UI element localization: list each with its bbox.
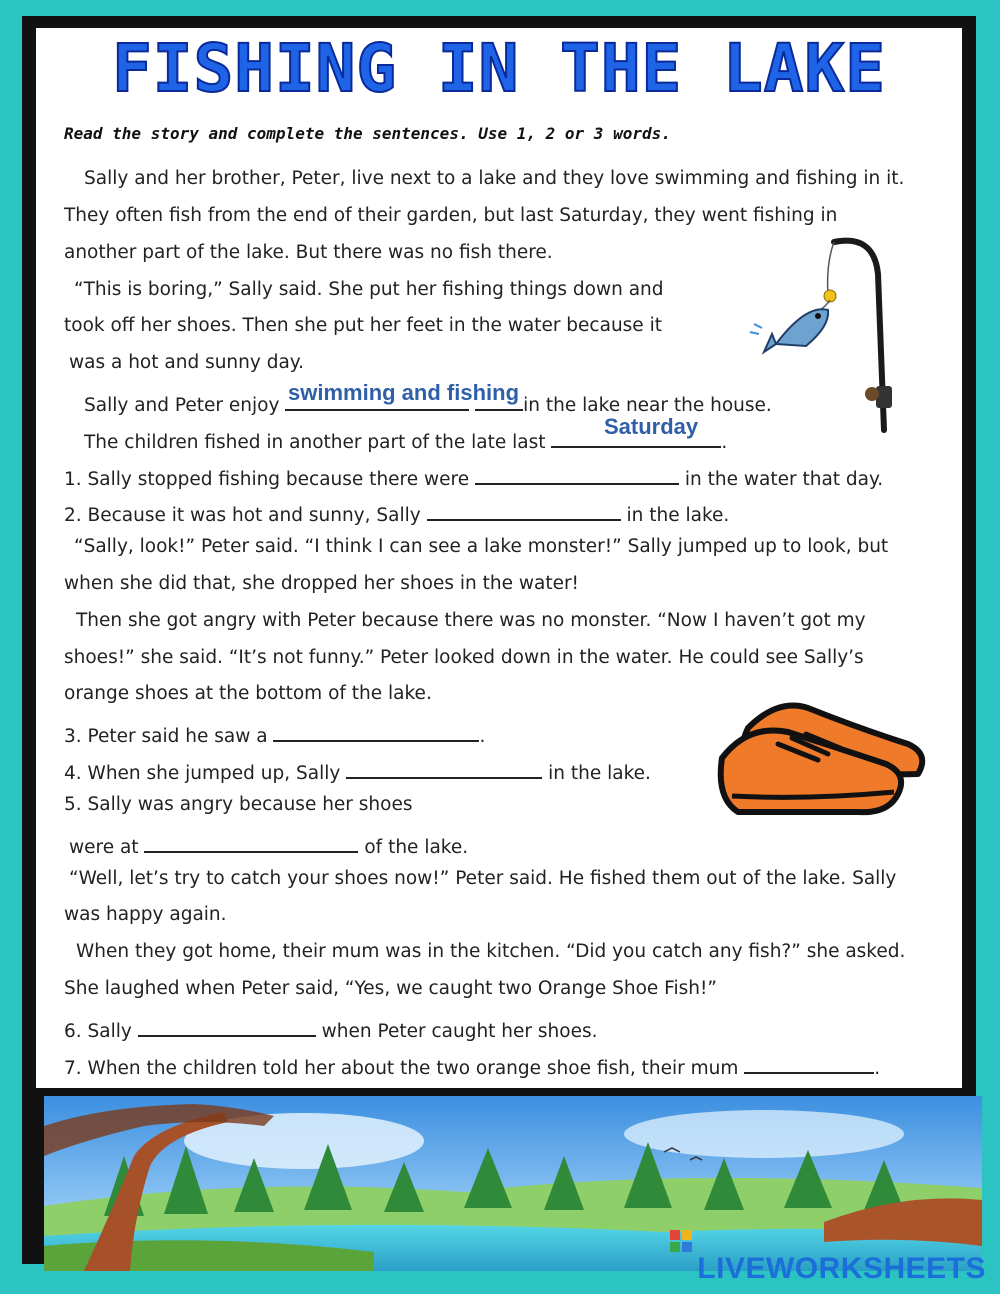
question-5-cont: were at of the lake.: [69, 833, 468, 858]
story-line: another part of the lake. But there was no fish there.: [64, 242, 553, 263]
question-6: 6. Sally when Peter caught her shoes.: [64, 1017, 597, 1042]
answer-input-6[interactable]: [138, 1017, 316, 1037]
story-line: was happy again.: [64, 904, 227, 925]
story-line: shoes!” she said. “It’s not funny.” Peter looked down in the water. He could see Sally’s: [64, 647, 864, 668]
question-5: 5. Sally was angry because her shoes: [64, 794, 413, 815]
fishing-rod-icon: [746, 234, 926, 434]
worksheet-frame: [22, 16, 976, 1264]
question-2: 2. Because it was hot and sunny, Sally in the lake.: [64, 501, 729, 526]
page-title: FISHING IN THE LAKE: [112, 30, 886, 107]
story-line: was a hot and sunny day.: [69, 352, 304, 373]
story-line: took off her shoes. Then she put her feet in the water because it: [64, 315, 662, 336]
story-line: orange shoes at the bottom of the lake.: [64, 683, 432, 704]
answer-input-2[interactable]: [427, 501, 621, 521]
story-line: They often fish from the end of their garden, but last Saturday, they went fishing in: [64, 205, 838, 226]
example-1-answer[interactable]: swimming and fishing: [288, 380, 520, 405]
answer-input-5[interactable]: [144, 833, 358, 853]
liveworksheets-logo-icon: [670, 1230, 692, 1252]
fish-icon: [750, 309, 828, 352]
worksheet-page: [36, 28, 962, 1088]
liveworksheets-brand[interactable]: LIVEWORKSHEETS: [697, 1252, 986, 1285]
question-3: 3. Peter said he saw a .: [64, 722, 485, 747]
story-line: Then she got angry with Peter because there was no monster. “Now I haven’t got my: [76, 610, 866, 631]
story-line: She laughed when Peter said, “Yes, we caught two Orange Shoe Fish!”: [64, 978, 717, 999]
story-line: “Sally, look!” Peter said. “I think I can see a lake monster!” Sally jumped up to look, but: [74, 536, 889, 557]
story-line: when she did that, she dropped her shoes in the water!: [64, 573, 579, 594]
example-1: Sally and Peter enjoy in the lake near the house.: [84, 391, 772, 416]
lake-landscape-image: [44, 1096, 982, 1271]
answer-input-4[interactable]: [346, 759, 542, 779]
answer-input-3[interactable]: [273, 722, 479, 742]
question-1: 1. Sally stopped fishing because there were in the water that day.: [64, 465, 883, 490]
orange-shoes-icon: [708, 688, 938, 828]
story-line: When they got home, their mum was in the kitchen. “Did you catch any fish?” she asked.: [76, 941, 906, 962]
story-line: “This is boring,” Sally said. She put her fishing things down and: [74, 279, 664, 300]
question-7: 7. When the children told her about the two orange shoe fish, their mum .: [64, 1054, 880, 1079]
question-4: 4. When she jumped up, Sally in the lake.: [64, 759, 651, 784]
answer-input-7[interactable]: [744, 1054, 874, 1074]
answer-input-1[interactable]: [475, 465, 679, 485]
instructions: Read the story and complete the sentences. Use 1, 2 or 3 words.: [64, 124, 671, 143]
example-2: The children fished in another part of the late last .: [84, 428, 727, 453]
example-2-answer[interactable]: Saturday: [604, 414, 699, 439]
story-line: “Well, let’s try to catch your shoes now!” Peter said. He fished them out of the lake. Sally: [69, 868, 897, 889]
story-line: Sally and her brother, Peter, live next to a lake and they love swimming and fishing in it.: [84, 168, 905, 189]
